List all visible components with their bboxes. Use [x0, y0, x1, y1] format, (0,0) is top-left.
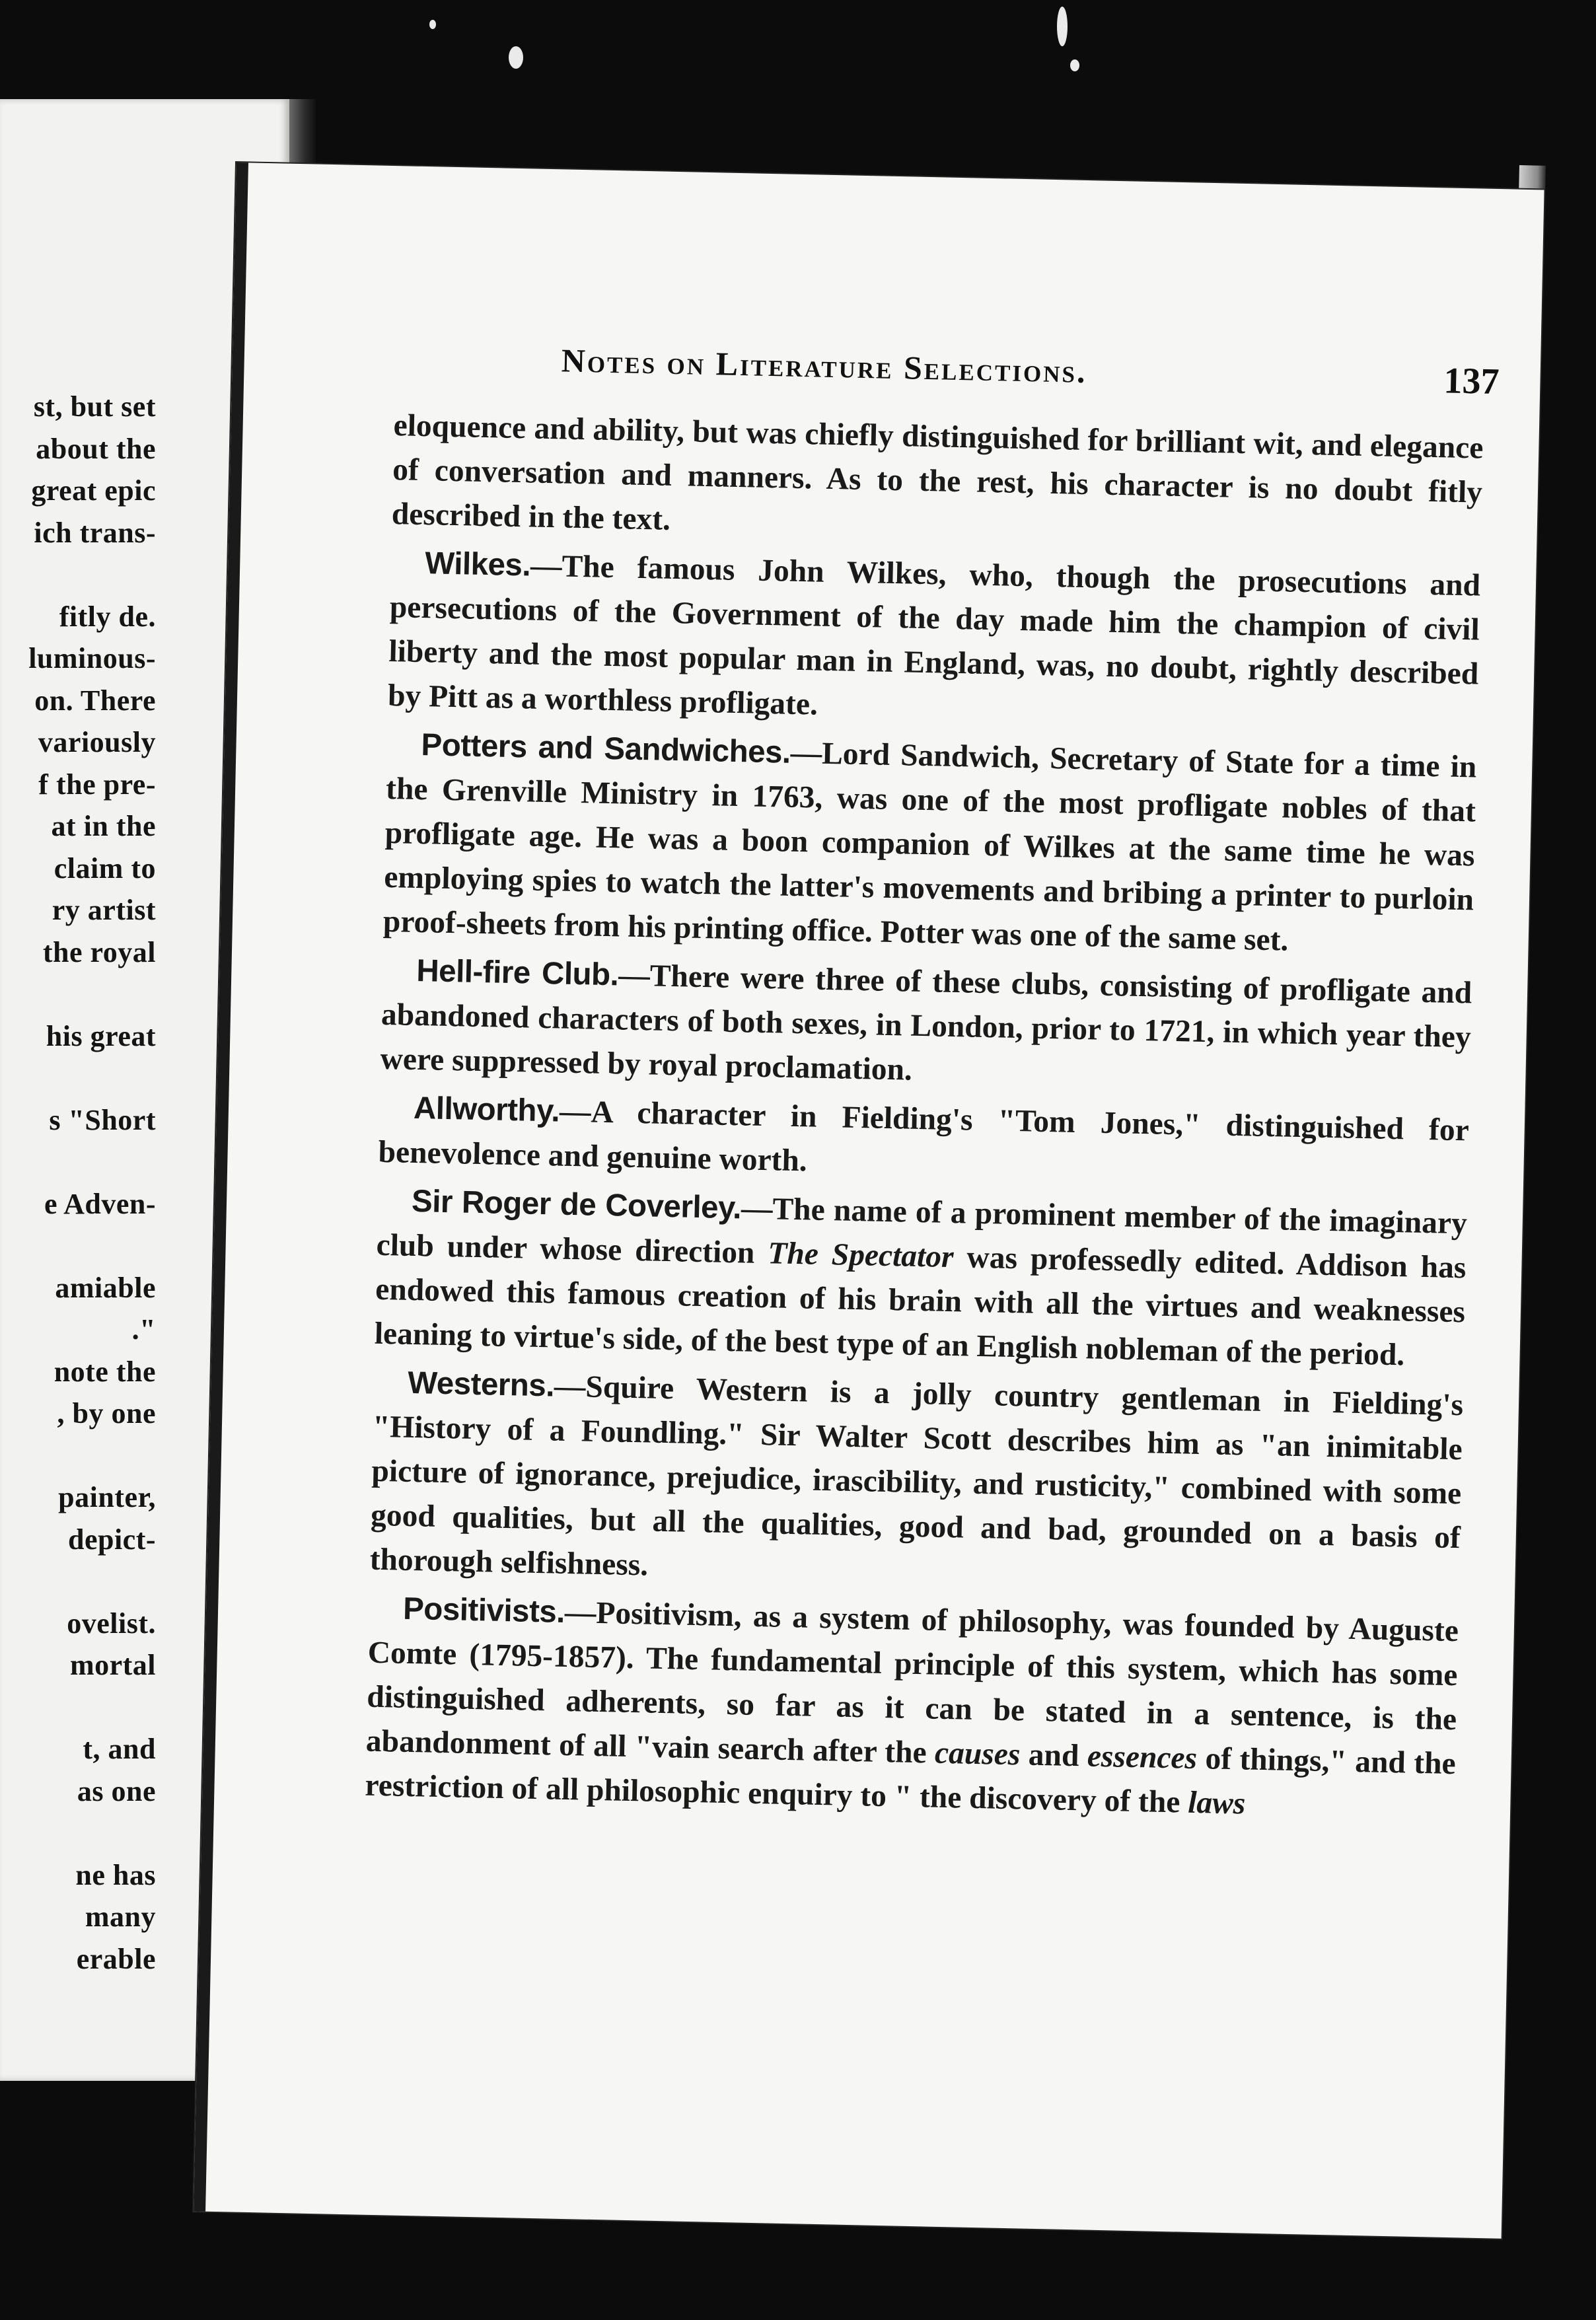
entry-positivists	[365, 1586, 1459, 1831]
previous-page-line: luminous-	[28, 642, 156, 674]
paragraph-text: eloquence and ability, but was chiefly distinguished for brilliant wit, and elegance of conversation and manners. As to the rest, his character is no doubt fitly described in the text.	[391, 408, 1484, 537]
previous-page-line: his great	[46, 1019, 156, 1052]
body-text	[365, 404, 1484, 1834]
previous-page-line: on. There	[34, 684, 156, 717]
previous-page-line: great epic	[31, 474, 156, 507]
previous-page-line: ."	[131, 1313, 156, 1346]
entry-wilkes	[387, 540, 1480, 741]
previous-page-line: ich trans-	[34, 516, 156, 549]
previous-page-line: f the pre-	[38, 768, 156, 801]
previous-page-line: about the	[36, 432, 156, 465]
entry-text: was professedly edited. Addison has endowed this famous creation of his brain with all the virtues and weaknesses leaning to virtue's side, of the best type of an English nobleman of the period.	[374, 1240, 1467, 1373]
entry-term: Sir Roger de Coverley.	[411, 1183, 742, 1226]
previous-page-line: mortal	[69, 1649, 156, 1681]
previous-page-line: erable	[76, 1942, 156, 1975]
entry-allworthy	[378, 1085, 1469, 1198]
entry-text: —There were three of these clubs, consisting of profligate and abandoned characters of both sexes, in London, prior to 1721, in which year they were suppressed by royal proclamation.	[380, 958, 1472, 1087]
entry-text: —The name of a prominent member of the imaginary club under whose direction	[376, 1191, 1468, 1271]
entry-text: —Squire Western is a jolly country gentleman in Fielding's "History of a Foundling." Sir Walter Scott describes him as "an inimitable picture of ignorance, prejudice, irascibility, and rusticity," combined with some good qualities, but all the qualities, good and bad, grounded on a basis of thorough selfishness.	[369, 1369, 1464, 1583]
previous-page-line: , by one	[57, 1397, 156, 1430]
entry-potters-and-sandwiches	[382, 722, 1477, 966]
scan-speck	[1057, 7, 1068, 46]
entry-westerns	[369, 1360, 1464, 1605]
entry-term: Potters and Sandwiches.	[421, 727, 791, 770]
previous-page-line: ovelist.	[67, 1607, 156, 1640]
previous-page-line: painter,	[58, 1481, 156, 1513]
entry-text: and	[1019, 1737, 1088, 1774]
previous-page-line: fitly de.	[59, 600, 156, 633]
entry-term: Allworthy.	[413, 1090, 560, 1129]
entry-text: of things," and the restriction of all philosophic enquiry to " the discovery of the	[365, 1741, 1457, 1820]
main-page	[194, 163, 1544, 2239]
previous-page-line: e Adven-	[44, 1187, 156, 1220]
entry-text: —Positivism, as a system of philosophy, was founded by Auguste Comte (1795-1857). The fundamental principle of this system, which has some distinguished adherents, so far as it can be stated in a sentence, is the abandonment of all "vain search after the	[365, 1595, 1459, 1770]
entry-italic: causes	[934, 1735, 1021, 1772]
page-number: 137	[1443, 360, 1500, 403]
entry-hell-fire-club	[380, 948, 1472, 1105]
scan-speck	[1070, 59, 1079, 71]
entry-italic: The Spectator	[767, 1236, 955, 1275]
previous-page-line: as one	[77, 1774, 156, 1807]
entry-italic: laws	[1187, 1785, 1246, 1821]
previous-page-line: claim to	[54, 852, 156, 885]
previous-page-line: variously	[38, 726, 156, 758]
entry-term: Westerns.	[407, 1365, 555, 1404]
previous-page-line: ne has	[75, 1858, 156, 1891]
previous-page-line: ry artist	[52, 894, 156, 926]
previous-page-line: t, and	[83, 1733, 156, 1765]
previous-page-line: note the	[54, 1355, 156, 1388]
previous-page-line: at in the	[51, 810, 156, 842]
running-head	[402, 338, 1500, 414]
running-title: Notes on Literature Selections.	[561, 342, 1088, 390]
previous-page-line: amiable	[55, 1271, 156, 1304]
entry-italic: essences	[1087, 1739, 1198, 1776]
previous-page-line: depict-	[67, 1523, 156, 1556]
entry-term: Wilkes.	[424, 546, 531, 583]
previous-page-line: s "Short	[49, 1103, 156, 1136]
previous-page-line: many	[85, 1901, 156, 1933]
entry-sir-roger-de-coverley	[374, 1178, 1467, 1379]
scan-speck	[509, 46, 523, 69]
entry-text: —Lord Sandwich, Secretary of State for a time in the Grenville Ministry in 1763, was one of the most profligate nobles of that profligate age. He was a boon companion of Wilkes at the same time he was employing spies to watch the latter's movements and bribing a printer to purloin proof-sheets from his printing office. Potter was one of the same set.	[382, 735, 1477, 958]
entry-text: —A character in Fielding's "Tom Jones," distinguished for benevolence and genuine worth.	[378, 1094, 1470, 1178]
entry-text: —The famous John Wilkes, who, though the prosecutions and persecutions of the Government of the day made him the champion of civil liberty and the most popular man in England, was, no doubt, rightly described by Pitt as a worthless profligate.	[387, 548, 1481, 722]
previous-page-line: the royal	[42, 935, 156, 968]
entry-term: Hell-fire Club.	[416, 953, 619, 993]
entry-term: Positivists.	[402, 1591, 565, 1630]
paragraph-continuation	[391, 404, 1484, 560]
previous-page-line: st, but set	[33, 390, 156, 423]
scan-speck	[429, 20, 436, 29]
